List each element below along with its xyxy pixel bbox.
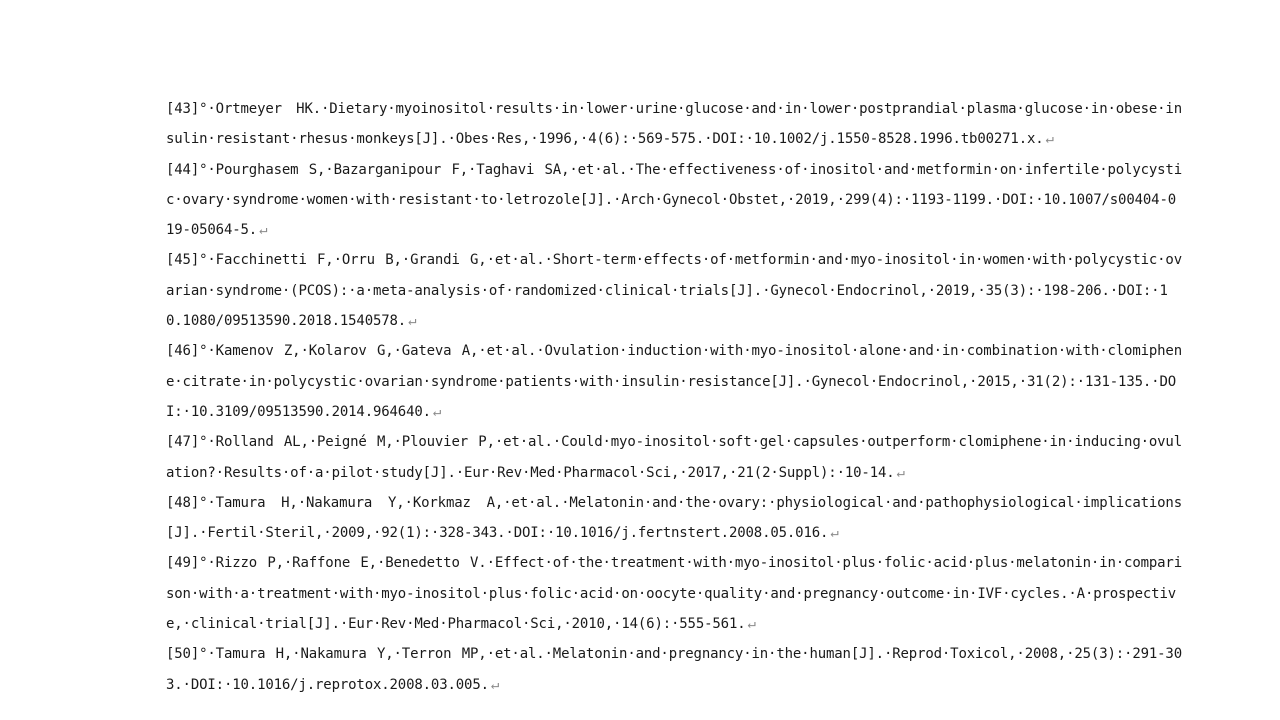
reference-text: [45]°·Facchinetti F,·Orru B,·Grandi G,·et·al.·Short-term·effects·of·metformin·and·myo-inositol·in·women·with·polycystic·ovarian·syndrome·(PCOS):·a·meta-analysis·of·randomized·clinical·trials[J].·Gynecol·Endocrinol,·2019,·35(3):·198-206.·DOI:·10.1080/09513590.2018.1540578. bbox=[166, 252, 1182, 330]
reference-entry bbox=[166, 488, 1182, 549]
paragraph-mark-icon: ↵ bbox=[747, 616, 756, 633]
paragraph-mark-icon: ↵ bbox=[259, 222, 268, 239]
paragraph-mark-icon: ↵ bbox=[1045, 131, 1054, 148]
reference-entry bbox=[166, 427, 1182, 488]
reference-list bbox=[166, 94, 1182, 700]
reference-entry bbox=[166, 639, 1182, 700]
paragraph-mark-icon: ↵ bbox=[830, 525, 839, 542]
paragraph-mark-icon: ↵ bbox=[490, 676, 500, 693]
reference-text: [50]°·Tamura H,·Nakamura Y,·Terron MP,·et·al.·Melatonin·and·pregnancy·in·the·human[J].·Reprod·Toxicol,·2008,·25(3):·291-303.·DOI:·10.1016/j.reprotox.2008.03.005. bbox=[166, 646, 1182, 693]
reference-entry bbox=[166, 155, 1182, 246]
reference-entry bbox=[166, 245, 1182, 336]
reference-text: [49]°·Rizzo P,·Raffone E,·Benedetto V.·Effect·of·the·treatment·with·myo-inositol·plus·folic·acid·plus·melatonin·in·comparison·with·a·treatment·with·myo-inositol·plus·folic·acid·on·oocyte·quality·and·pregnancy·outcome·in·IVF·cycles.·A·prospective,·clinical·trial[J].·Eur·Rev·Med·Pharmacol·Sci,·2010,·14(6):·555-561. bbox=[166, 555, 1182, 633]
reference-text: [46]°·Kamenov Z,·Kolarov G,·Gateva A,·et·al.·Ovulation·induction·with·myo-inositol·alone·and·in·combination·with·clomiphene·citrate·in·polycystic·ovarian·syndrome·patients·with·insulin·resistance[J].·Gynecol·Endocrinol,·2015,·31(2):·131-135.·DOI:·10.3109/09513590.2014.964640. bbox=[166, 343, 1182, 420]
paragraph-mark-icon: ↵ bbox=[432, 403, 442, 420]
reference-entry bbox=[166, 94, 1182, 155]
reference-text: [48]°·Tamura H,·Nakamura Y,·Korkmaz A,·et·al.·Melatonin·and·the·ovary:·physiological·and·pathophysiological·implications[J].·Fertil·Steril,·2009,·92(1):·328-343.·DOI:·10.1016/j.fertnstert.2008.05.016. bbox=[166, 494, 1182, 542]
paragraph-mark-icon: ↵ bbox=[408, 313, 417, 330]
reference-text: [44]°·Pourghasem S,·Bazarganipour F,·Taghavi SA,·et·al.·The·effectiveness·of·inositol·and·metformin·on·infertile·polycystic·ovary·syndrome·women·with·resistant·to·letrozole[J].·Arch·Gynecol·Obstet,·2019,·299(4):·1193-1199.·DOI:·10.1007/s00404-019-05064-5. bbox=[166, 161, 1182, 239]
reference-text: [43]°·Ortmeyer HK.·Dietary·myoinositol·results·in·lower·urine·glucose·and·in·lower·postprandial·plasma·glucose·in·obese·insulin·resistant·rhesus·monkeys[J].·Obes·Res,·1996,·4(6):·569-575.·DOI:·10.1002/j.1550-8528.1996.tb00271.x. bbox=[166, 101, 1182, 148]
reference-text: [47]°·Rolland AL,·Peigné M,·Plouvier P,·et·al.·Could·myo-inositol·soft·gel·capsules·outperform·clomiphene·in·inducing·ovulation?·Results·of·a·pilot·study[J].·Eur·Rev·Med·Pharmacol·Sci,·2017,·21(2·Suppl):·10-14. bbox=[166, 434, 1182, 481]
reference-entry bbox=[166, 548, 1182, 639]
paragraph-mark-icon: ↵ bbox=[896, 464, 905, 481]
reference-entry bbox=[166, 336, 1182, 427]
